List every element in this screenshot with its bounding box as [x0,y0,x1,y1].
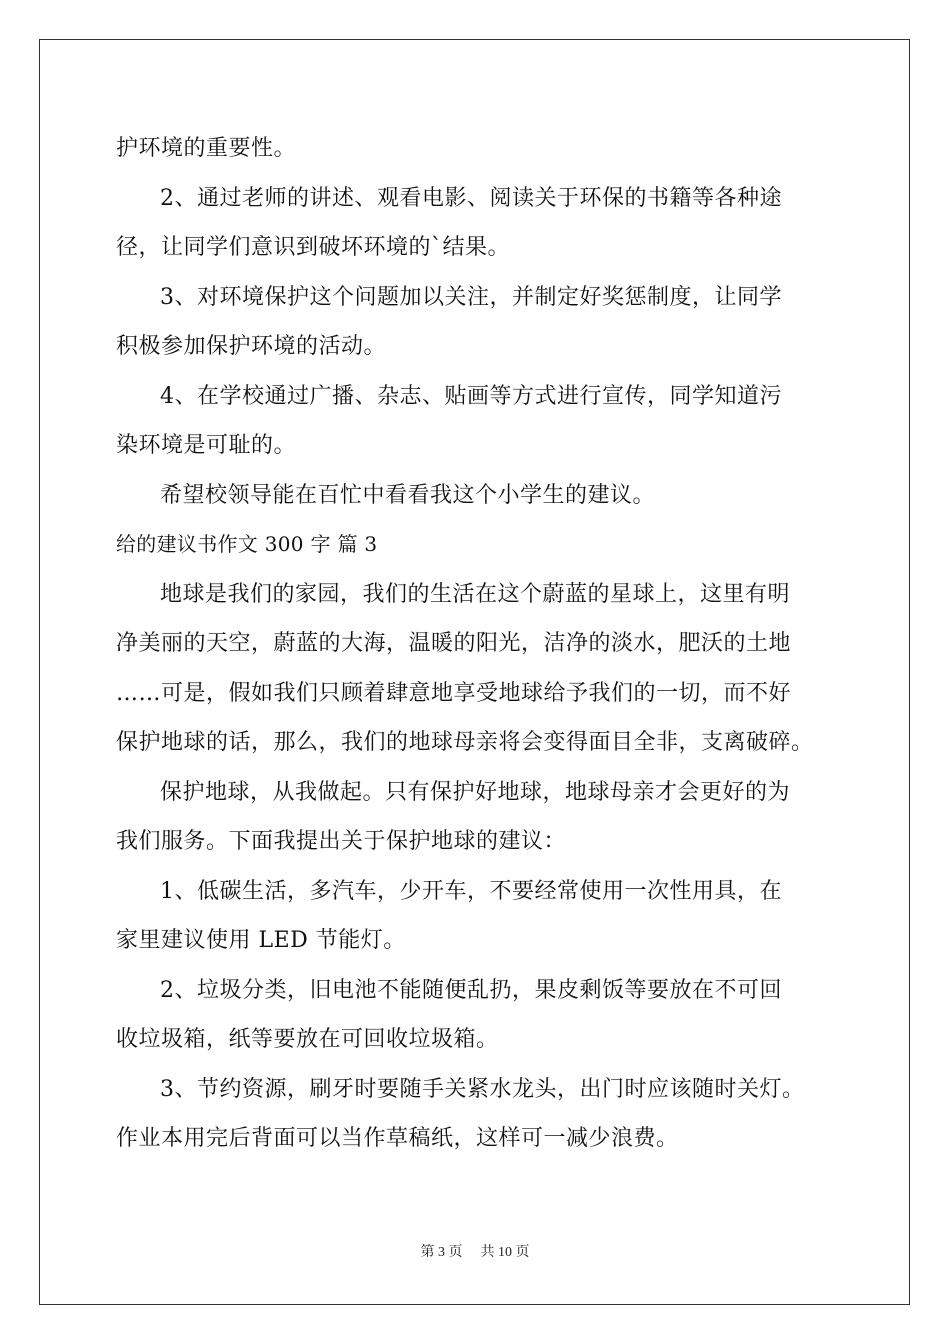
text-line: 3、节约资源，刷牙时要随手关紧水龙头，出门时应该随时关灯。 [160,1076,805,1102]
section-heading: 给的建议书作文 300 字 篇 3 [116,532,378,556]
text-line: 积极参加保护环境的活动。 [116,334,387,359]
text-line: ……可是，假如我们只顾着肆意地享受地球给予我们的一切，而不好 [116,680,792,706]
text-line: 染环境是可耻的。 [116,433,297,458]
text-line: 径，让同学们意识到破坏环境的`结果。 [116,235,511,260]
text-line: 保护地球，从我做起。只有保护好地球，地球母亲才会更好的为 [160,779,791,805]
text-line: 2、垃圾分类，旧电池不能随便乱扔，果皮剩饭等要放在不可回 [160,977,782,1003]
text-line: 1、低碳生活，多汽车，少开车，不要经常使用一次性用具，在 [160,878,782,904]
text-line: 2、通过老师的讲述、观看电影、阅读关于环保的书籍等各种途 [160,185,782,211]
text-line: 地球是我们的家园，我们的生活在这个蔚蓝的星球上，这里有明 [160,581,791,607]
text-line: 护环境的重要性。 [116,136,297,161]
text-line: 收垃圾箱，纸等要放在可回收垃圾箱。 [116,1027,499,1052]
text-line: 希望校领导能在百忙中看看我这个小学生的建议。 [160,482,656,508]
text-line: 作业本用完后背面可以当作草稿纸，这样可一减少浪费。 [116,1126,679,1151]
page-footer [0,1241,950,1261]
text-line: 4、在学校通过广播、杂志、贴画等方式进行宣传，同学知道污 [160,383,782,409]
page-total: 共 10 页 [480,1245,530,1260]
text-line: 净美丽的天空，蔚蓝的大海，温暖的阳光，洁净的淡水，肥沃的土地 [116,631,792,656]
page-number: 第 3 页 [420,1245,463,1260]
text-line: 家里建议使用 LED 节能灯。 [116,928,406,953]
document-body [116,124,836,1164]
text-line: 3、对环境保护这个问题加以关注，并制定好奖惩制度，让同学 [160,284,782,310]
text-line: 我们服务。下面我提出关于保护地球的建议： [116,829,567,854]
text-line: 保护地球的话，那么，我们的地球母亲将会变得面目全非，支离破碎。 [116,730,814,755]
